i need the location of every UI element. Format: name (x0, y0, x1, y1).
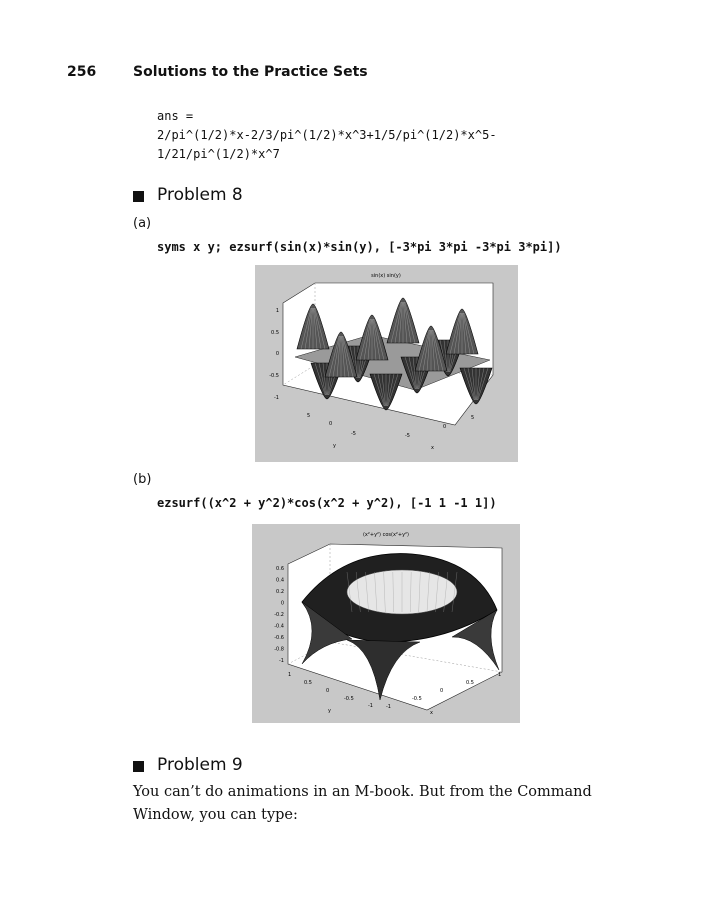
figure-a-ztick: 1 (275, 308, 279, 314)
figure-a-xlabel: x (431, 445, 434, 451)
figure-a-ztick: -1 (274, 395, 279, 401)
figure-b (252, 524, 520, 723)
problem-9-text: You can’t do animations in an M-book. But from the Command Window, you can type: (133, 784, 592, 823)
page-number: 256 (67, 64, 97, 80)
figure-a (255, 265, 518, 462)
figure-b-ztick: -0.6 (274, 635, 284, 641)
section-marker (133, 191, 144, 202)
figure-b-xlabel: x (430, 710, 433, 716)
figure-b-xtick: -1 (386, 704, 391, 710)
figure-a-title: sin(x) sin(y) (371, 273, 401, 279)
figure-a-xtick: -5 (405, 433, 410, 439)
figure-b-ytick: 1 (288, 672, 292, 678)
figure-b-svg (252, 524, 520, 723)
figure-b-xtick: 0 (440, 688, 444, 694)
figure-b-ztick: -0.4 (274, 623, 284, 630)
part-b-code: ezsurf((x^2 + y^2)*cos(x^2 + y^2), [-1 1 -1 1]) (157, 496, 497, 510)
figure-a-xtick: 5 (471, 415, 475, 421)
figure-b-title: (x²+y²) cos(x²+y²) (362, 532, 410, 538)
figure-b-ytick: 0 (326, 688, 330, 694)
figure-a-ylabel: y (333, 443, 336, 449)
figure-b-ytick: 0.5 (304, 680, 312, 686)
figure-a-xtick: 0 (443, 424, 447, 430)
ans-line-1: ans = (157, 109, 194, 123)
figure-a-ytick: 5 (307, 413, 311, 419)
figure-b-ztick: -0.2 (274, 612, 284, 618)
figure-b-ztick: 0.2 (276, 589, 284, 595)
figure-b-ytick: -1 (368, 703, 373, 709)
running-title: Solutions to the Practice Sets (133, 64, 368, 80)
figure-a-ytick: 0 (329, 421, 333, 427)
figure-b-ztick: 0.4 (276, 577, 284, 584)
figure-b-xtick: 0.5 (466, 680, 474, 686)
figure-b-ztick: 0 (280, 600, 284, 607)
figure-a-ytick: -5 (351, 431, 356, 437)
figure-a-svg (255, 265, 518, 462)
figure-b-z-ticks (274, 566, 284, 664)
ans-line-2: 2/pi^(1/2)*x-2/3/pi^(1/2)*x^3+1/5/pi^(1/2)*x^5- (157, 128, 497, 142)
problem-8-title: Problem 8 (157, 185, 243, 205)
figure-b-ztick: -1 (279, 658, 284, 664)
figure-b-ylabel: y (328, 708, 331, 714)
figure-b-ztick: -0.8 (274, 646, 284, 653)
figure-a-ztick: 0 (275, 351, 279, 357)
figure-a-ztick: 0.5 (271, 330, 279, 336)
ans-line-3: 1/21/pi^(1/2)*x^7 (157, 147, 280, 161)
figure-a-ztick: -0.5 (269, 373, 279, 379)
figure-b-xtick: -0.5 (412, 696, 422, 702)
problem-9-title: Problem 9 (157, 755, 243, 775)
section-marker (133, 761, 144, 772)
figure-b-ytick: -0.5 (344, 696, 354, 702)
figure-b-ztick: 0.6 (276, 566, 284, 572)
figure-b-xtick: 1 (498, 672, 502, 678)
part-b-label: (b) (133, 472, 152, 487)
part-a-code: syms x y; ezsurf(sin(x)*sin(y), [-3*pi 3*pi -3*pi 3*pi]) (157, 240, 562, 254)
part-a-label: (a) (133, 216, 152, 231)
